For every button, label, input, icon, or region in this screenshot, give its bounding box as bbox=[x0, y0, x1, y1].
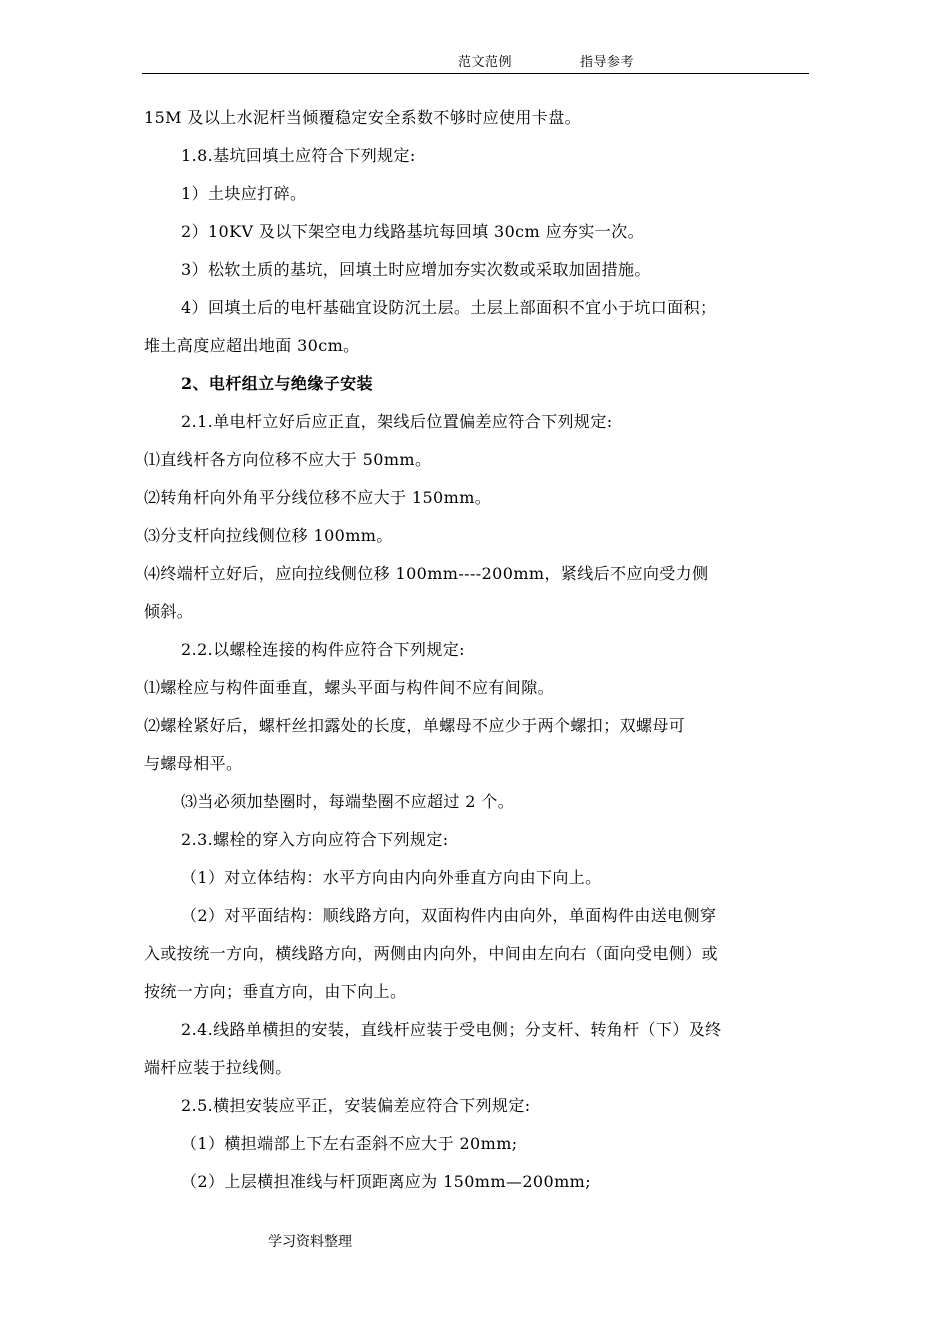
body-line: 堆土高度应超出地面 30cm。 bbox=[144, 336, 360, 355]
list-item: 1）土块应打碎。 bbox=[181, 184, 307, 203]
list-item: （2）对平面结构：顺线路方向，双面构件内由向外，单面构件由送电侧穿 bbox=[181, 906, 717, 925]
list-item: 4）回填土后的电杆基础宜设防沉土层。土层上部面积不宜小于坑口面积； bbox=[181, 298, 717, 317]
list-item: ⑴直线杆各方向位移不应大于 50mm。 bbox=[144, 450, 432, 469]
clause-heading: 2.4.线路单横担的安装，直线杆应装于受电侧；分支杆、转角杆（下）及终 bbox=[181, 1020, 722, 1039]
list-item: ⑵转角杆向外角平分线位移不应大于 150mm。 bbox=[144, 488, 492, 507]
list-item: ⑵螺栓紧好后，螺杆丝扣露处的长度，单螺母不应少于两个螺扣；双螺母可 bbox=[144, 716, 686, 735]
clause-heading: 2.5.横担安装应平正，安装偏差应符合下列规定: bbox=[181, 1096, 531, 1115]
body-line: 入或按统一方向，横线路方向，两侧由内向外，中间由左向右（面向受电侧）或 bbox=[144, 944, 719, 963]
list-item: （1）横担端部上下左右歪斜不应大于 20mm; bbox=[181, 1134, 518, 1153]
list-item: ⑶当必须加垫圈时，每端垫圈不应超过 2 个。 bbox=[181, 792, 515, 811]
list-item: 2）10KV 及以下架空电力线路基坑每回填 30cm 应夯实一次。 bbox=[181, 222, 644, 241]
clause-heading: 1.8.基坑回填土应符合下列规定: bbox=[181, 146, 416, 165]
clause-heading: 2.1.单电杆立好后应正直，架线后位置偏差应符合下列规定: bbox=[181, 412, 613, 431]
header-right-text: 指导参考 bbox=[580, 55, 635, 70]
list-item: （2）上层横担准线与杆顶距离应为 150mm—200mm; bbox=[181, 1172, 592, 1191]
list-item: ⑷终端杆立好后，应向拉线侧位移 100mm----200mm，紧线后不应向受力侧 bbox=[144, 564, 709, 583]
page-footer: 学习资料整理 bbox=[268, 1234, 352, 1250]
body-line: 与螺母相平。 bbox=[144, 754, 243, 773]
list-item: ⑶分支杆向拉线侧位移 100mm。 bbox=[144, 526, 393, 545]
page-header bbox=[142, 55, 809, 74]
body-line: 倾斜。 bbox=[144, 602, 194, 621]
section-heading: 2、电杆组立与绝缘子安装 bbox=[181, 374, 373, 393]
header-left-text: 范文范例 bbox=[458, 55, 513, 70]
clause-heading: 2.2.以螺栓连接的构件应符合下列规定: bbox=[181, 640, 465, 659]
list-item: 3）松软土质的基坑，回填土时应增加夯实次数或采取加固措施。 bbox=[181, 260, 651, 279]
clause-heading: 2.3.螺栓的穿入方向应符合下列规定: bbox=[181, 830, 449, 849]
body-line: 15M 及以上水泥杆当倾覆稳定安全系数不够时应使用卡盘。 bbox=[144, 108, 582, 127]
list-item: （1）对立体结构：水平方向由内向外垂直方向由下向上。 bbox=[181, 868, 602, 887]
list-item: ⑴螺栓应与构件面垂直，螺头平面与构件间不应有间隙。 bbox=[144, 678, 555, 697]
body-line: 按统一方向；垂直方向，由下向上。 bbox=[144, 982, 407, 1001]
body-line: 端杆应装于拉线侧。 bbox=[144, 1058, 292, 1077]
